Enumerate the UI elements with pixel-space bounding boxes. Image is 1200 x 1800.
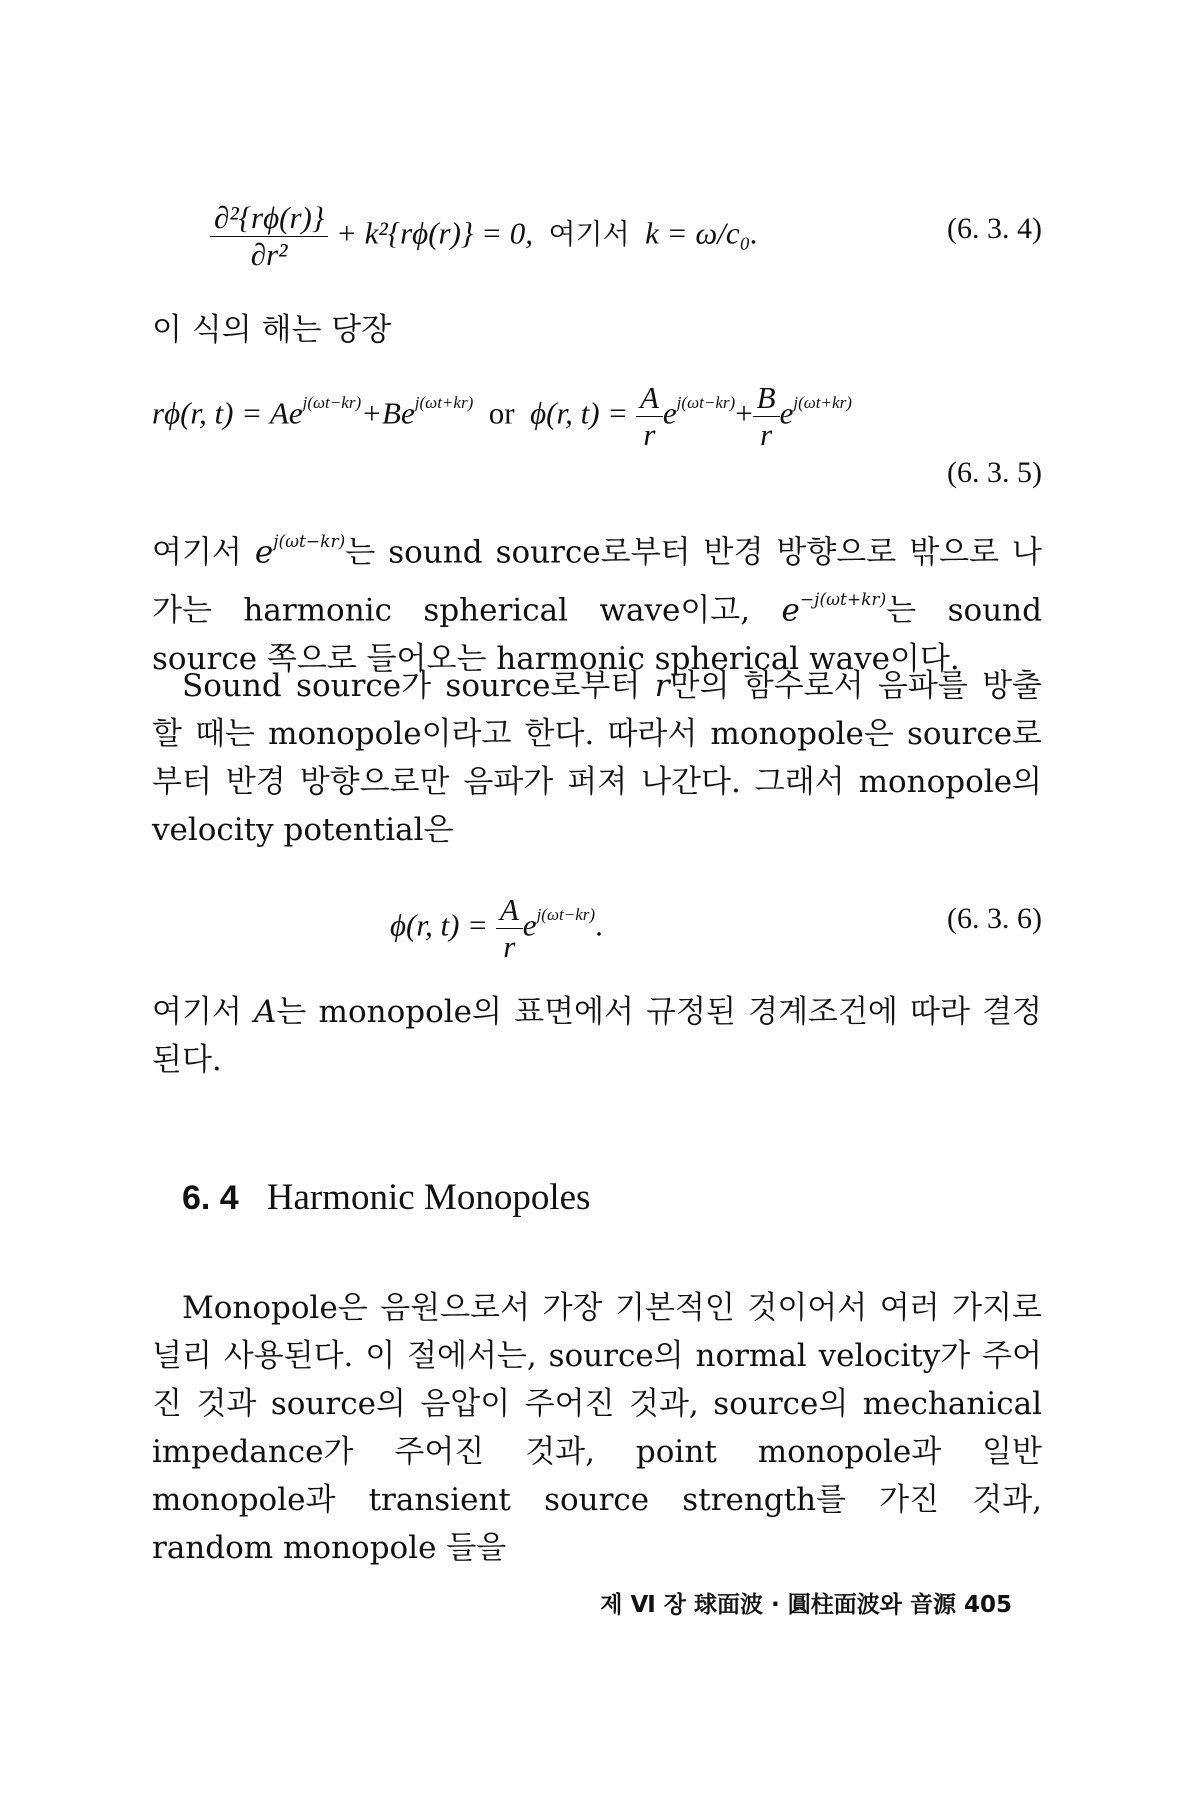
math-exponent: −j(ωt+kr) xyxy=(799,590,887,611)
fraction-denominator: r xyxy=(760,416,773,452)
eq-exponent: j(ωt+kr) xyxy=(793,392,852,412)
eq-part: e xyxy=(522,907,537,943)
equation-rest: + k²{rϕ(r)} = 0, xyxy=(335,215,533,251)
equation-where: 여기서 xyxy=(548,217,630,251)
fraction-numerator: ∂²{rϕ(r)} xyxy=(210,200,328,237)
text-run: 여기서 xyxy=(152,994,255,1030)
section-title: Harmonic Monopoles xyxy=(266,1177,591,1218)
equation-6-3-5 xyxy=(152,380,852,452)
paragraph xyxy=(152,988,1042,1084)
paragraph xyxy=(152,1284,1042,1572)
eq-part: . xyxy=(595,907,603,943)
math-exponent: j(ωt−kr) xyxy=(273,532,346,552)
text-run: 는 sound source로부터 반경 방향으로 밖으로 나가는 harmonic spherical wave이고, xyxy=(152,534,1042,629)
eq-exponent: j(ωt+kr) xyxy=(414,392,474,412)
text-run: 여기서 xyxy=(152,534,255,571)
math-A: A xyxy=(254,994,277,1030)
eq-or: or xyxy=(488,395,515,431)
fraction-denominator: ∂r² xyxy=(250,236,288,272)
fraction-numerator: B xyxy=(753,380,780,417)
equation-6-3-6 xyxy=(390,892,603,964)
math-r: r xyxy=(654,668,670,704)
text-run: 만의 함수로서 음파를 방출할 때는 monopole이라고 한다. 따라서 monopole은 source로부터 반경 방향으로만 음파가 퍼져 나간다. 그래서 monopole의 velocity potential은 xyxy=(152,668,1043,848)
equation-number: (6. 3. 6) xyxy=(947,902,1042,935)
fraction xyxy=(636,380,663,452)
text-run: 는 sound source 쪽으로 들어오는 harmonic spherical wave이다. xyxy=(152,592,1042,677)
eq-exponent: j(ωt−kr) xyxy=(302,392,362,412)
section-number: 6. 4 xyxy=(182,1179,239,1217)
equation-6-3-4 xyxy=(210,200,758,272)
eq-exponent: j(ωt−kr) xyxy=(676,392,736,412)
paragraph xyxy=(152,518,1042,683)
equation-number: (6. 3. 4) xyxy=(947,212,1042,245)
section-heading xyxy=(182,1176,590,1219)
fraction xyxy=(753,380,780,452)
text-content: Monopole은 음원으로서 가장 기본적인 것이어서 여러 가지로 널리 사용된다. 이 절에서는, source의 normal velocity가 주어진 것과 source의 음압이 주어진 것과, source의 mechanical impedance가 주어진 것과, point monopole과 일반 monopole과 transient source strength를 가진 것과, random monopole 들을 xyxy=(152,1290,1042,1566)
fraction-denominator: r xyxy=(503,928,516,964)
page-footer: 제 Ⅵ 장 球面波 · 圓柱面波와 音源 405 xyxy=(600,1592,1012,1618)
text-run: 는 monopole의 표면에서 규정된 경계조건에 따라 결정된다. xyxy=(152,994,1042,1078)
fraction-numerator: A xyxy=(496,892,523,929)
text-line xyxy=(152,306,1042,354)
fraction-numerator: A xyxy=(636,380,663,417)
equation-condition: k = ω/c₀. xyxy=(645,215,759,251)
math-e: e xyxy=(781,592,800,629)
fraction-denominator: r xyxy=(643,416,656,452)
eq-exponent: j(ωt−kr) xyxy=(536,904,596,924)
eq-part: e xyxy=(662,395,677,431)
eq-part: +Be xyxy=(361,395,415,431)
fraction xyxy=(496,892,523,964)
eq-part: ϕ(r, t) = xyxy=(390,907,489,943)
eq-part: + xyxy=(735,395,753,431)
text-run: Sound source가 source로부터 xyxy=(182,668,655,704)
eq-part: ϕ(r, t) = xyxy=(530,395,629,431)
math-e: e xyxy=(254,534,274,571)
fraction xyxy=(210,200,328,272)
paragraph xyxy=(152,662,1042,854)
text-content: 이 식의 해는 당장 xyxy=(152,312,392,348)
equation-number: (6. 3. 5) xyxy=(947,456,1042,489)
eq-part: rϕ(r, t) = Ae xyxy=(152,395,303,431)
eq-part: e xyxy=(779,395,794,431)
